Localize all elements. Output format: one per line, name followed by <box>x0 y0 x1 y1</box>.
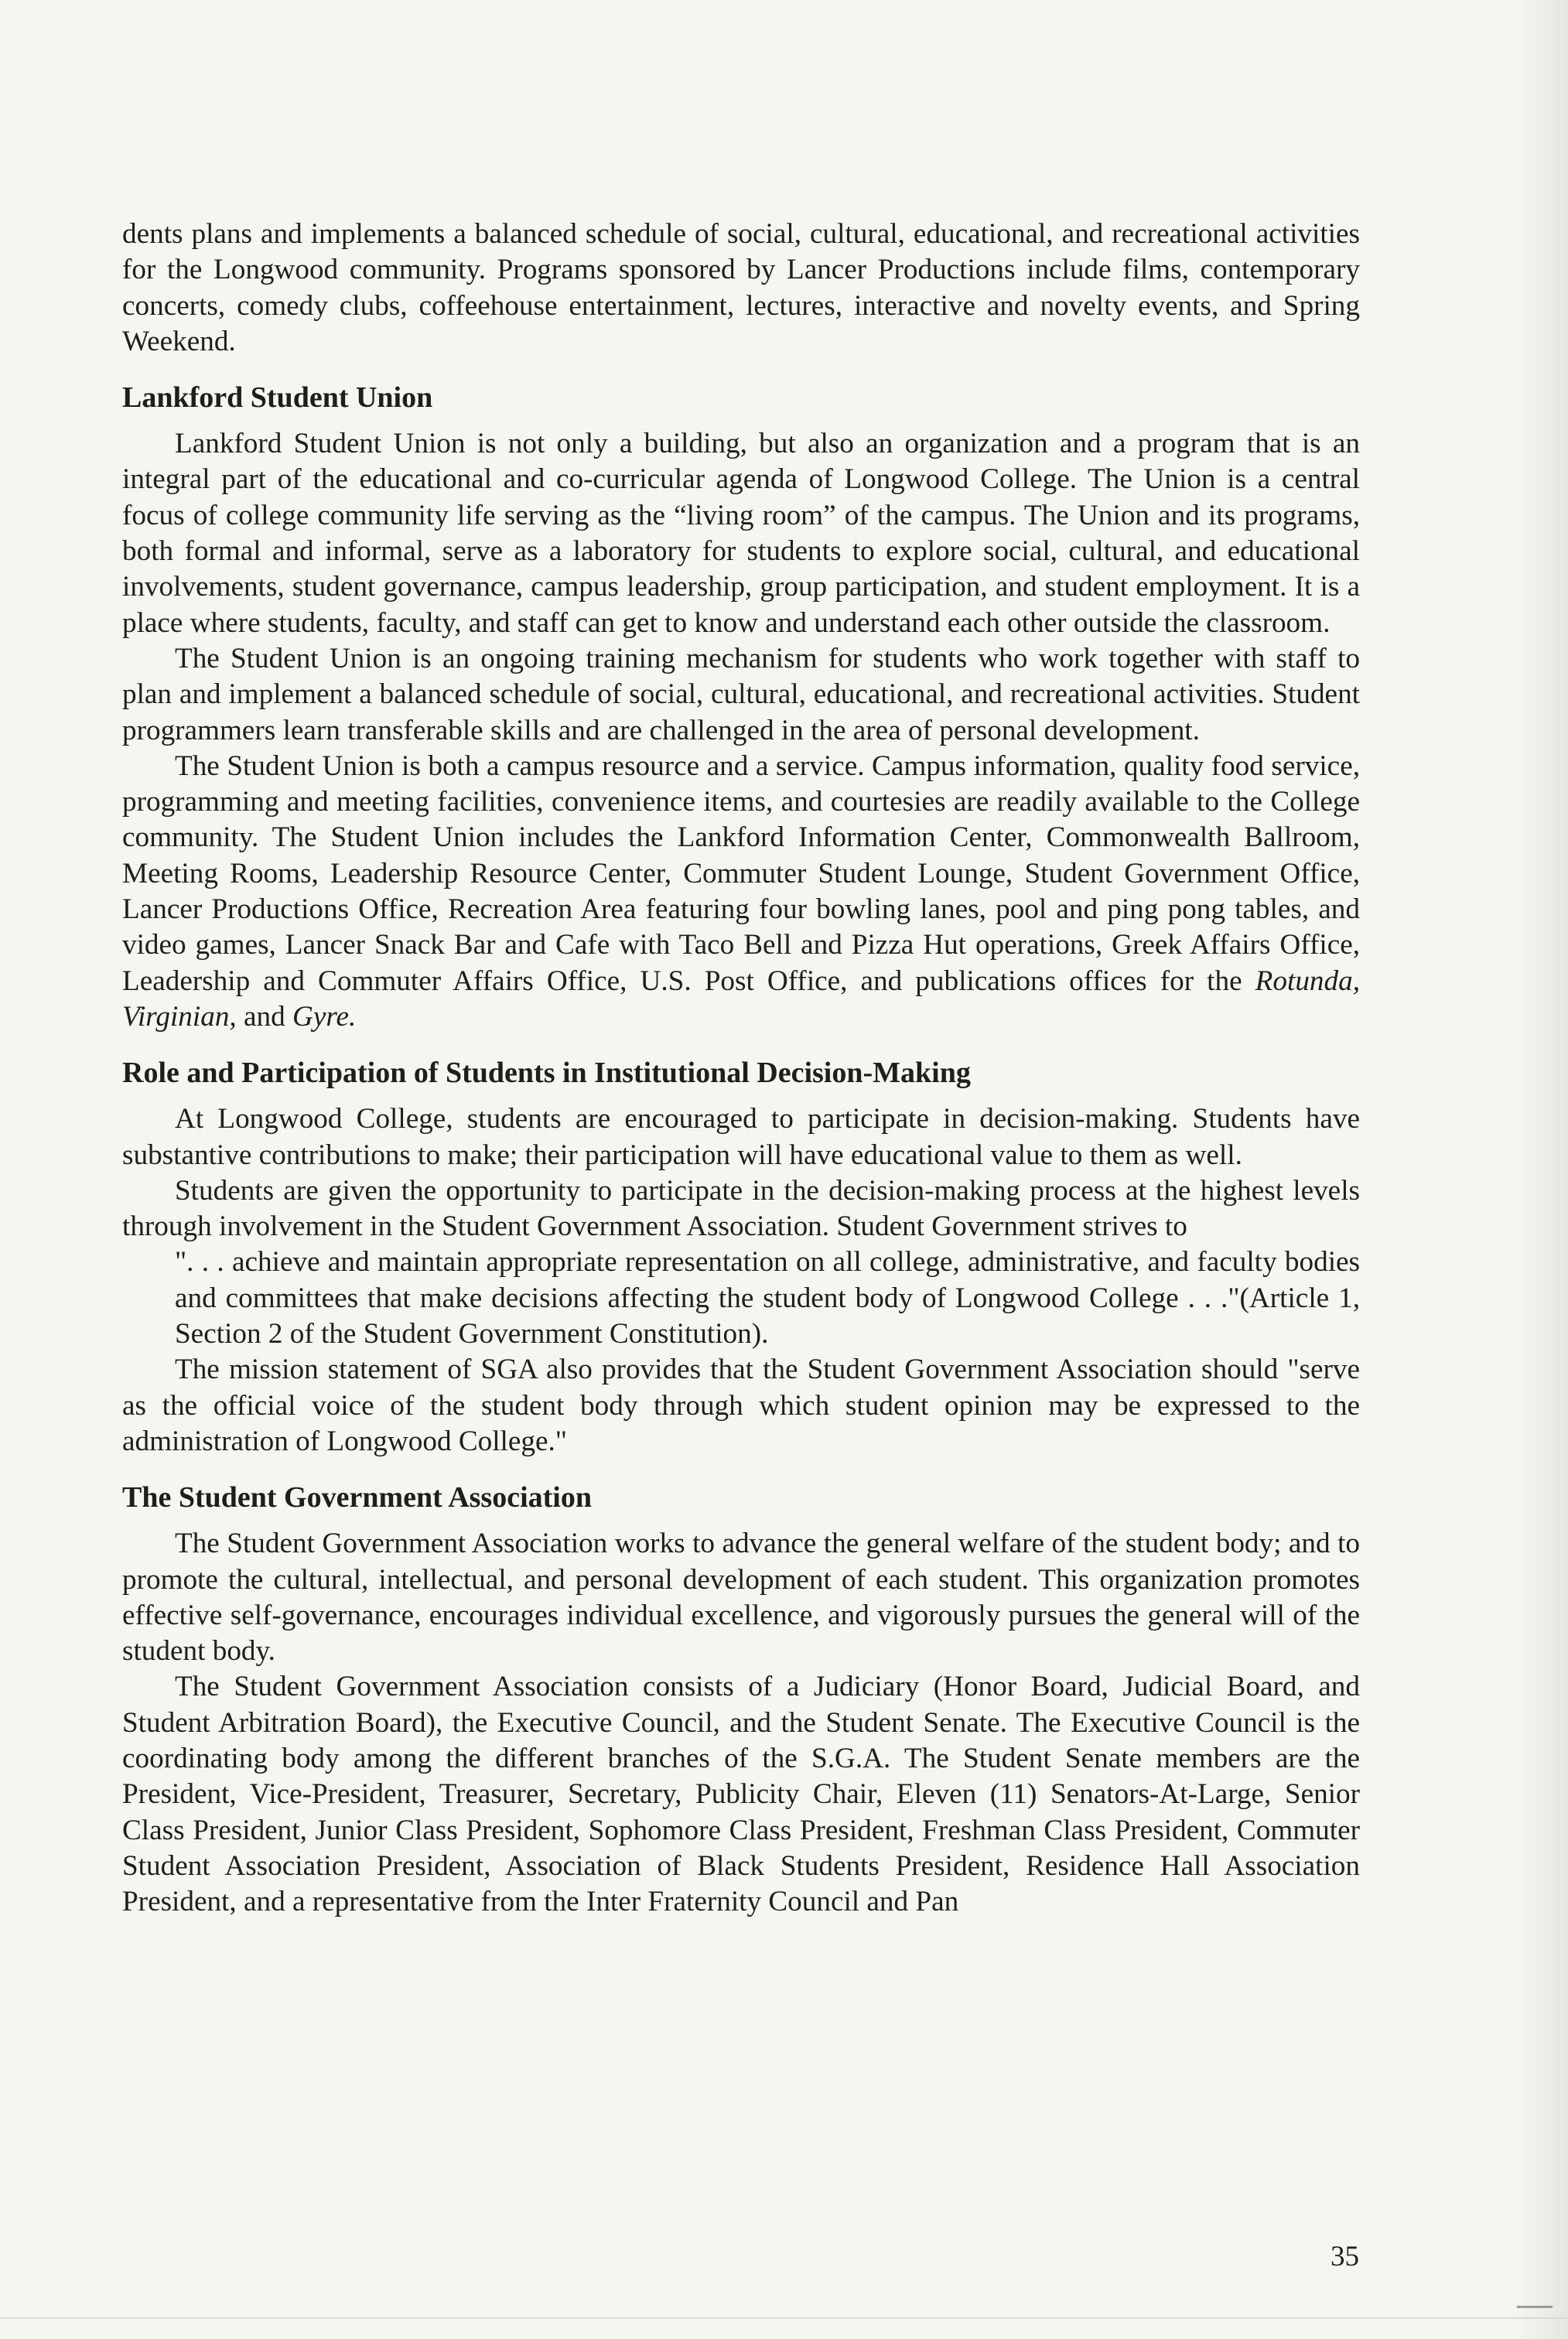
heading-student-government-association: The Student Government Association <box>122 1481 592 1514</box>
union-paragraph-3-text: The Student Union is both a campus resource and a service. Campus information, quality food service, programming and meeting facilities, convenience items, and courtesies are readily available to the College community. The Student Union includes the Lankford Information Center, Commonwealth Ballroom, Meeting Rooms, Leadership Resource Center, Commuter Student Lounge, Student Government Office, Lancer Productions Office, Recreation Area featuring four bowling lanes, pool and ping pong tables, and video games, Lancer Snack Bar and Cafe with Taco Bell and Pizza Hut operations, Greek Affairs Office, Leadership and Commuter Affairs Office, U.S. Post Office, and publications offices for the <box>122 750 1360 997</box>
union-paragraph-2: The Student Union is an ongoing training mechanism for students who work together with staff to plan and implement a balanced schedule of social, cultural, educational, and recreational activities. Student programmers learn transferable skills and are challenged in the area of personal development. <box>122 642 1360 746</box>
page-number: 35 <box>1331 2241 1359 2272</box>
intro-paragraph: dents plans and implements a balanced schedule of social, cultural, educational, and recreational activities for the Longwood community. Programs sponsored by Lancer Productions include films, contemporary concerts, comedy clubs, coffeehouse entertainment, lectures, interactive and novelty events, and Spring Weekend. <box>122 218 1360 357</box>
corner-rule-mark <box>1517 2306 1553 2308</box>
heading-role-and-participation: Role and Participation of Students in Institutional Decision-Making <box>122 1057 971 1090</box>
page-edge-shadow <box>1514 0 1568 2339</box>
publication-gyre: Gyre. <box>292 1000 357 1033</box>
union-paragraph-3 <box>122 749 1360 1035</box>
page-bottom-edge <box>0 2317 1568 2319</box>
role-paragraph-3: The mission statement of SGA also provides that the Student Government Association should "serve as the official voice of the student body through which student opinion may be expressed to the administration of Longwood College." <box>122 1354 1360 1457</box>
constitution-quote: ". . . achieve and maintain appropriate representation on all college, administrative, and faculty bodies and committees that make decisions affecting the student body of Longwood College . . ."(Article 1, Section 2 of the Student Government Constitution). <box>175 1246 1360 1350</box>
sga-paragraph-2: The Student Government Association consists of a Judiciary (Honor Board, Judicial Board, and Student Arbitration Board), the Executive Council, and the Student Senate. The Executive Council is the coordinating body among the different branches of the S.G.A. The Student Senate members are the President, Vice-President, Treasurer, Secretary, Publicity Chair, Eleven (11) Senators-At-Large, Senior Class President, Junior Class President, Sophomore Class President, Freshman Class President, Commuter Student Association President, Association of Black Students President, Residence Hall Association President, and a representative from the Inter Fraternity Council and Pan <box>122 1671 1360 1918</box>
publication-virginian: Virginian, <box>122 1000 237 1033</box>
heading-lankford-student-union: Lankford Student Union <box>122 381 433 415</box>
role-paragraph-1: At Longwood College, students are encouraged to participate in decision-making. Students have substantive contributions to make; their participation will have educational value to them as well. <box>122 1103 1360 1171</box>
sga-paragraph-1: The Student Government Association works to advance the general welfare of the student body; and to promote the cultural, intellectual, and personal development of each student. This organization promotes effective self-governance, encourages individual excellence, and vigorously pursues the general will of the student body. <box>122 1528 1360 1668</box>
publication-rotunda: Rotunda, <box>1255 965 1360 997</box>
conjunction: and <box>244 1000 285 1033</box>
role-paragraph-2: Students are given the opportunity to participate in the decision-making process at the highest levels through involvement in the Student Government Association. Student Government strives to <box>122 1174 1360 1243</box>
union-paragraph-1: Lankford Student Union is not only a building, but also an organization and a program that is an integral part of the educational and co-curricular agenda of Longwood College. The Union is a central focus of college community life serving as the “living room” of the campus. The Union and its programs, both formal and informal, serve as a laboratory for students to explore social, cultural, and educational involvements, student governance, campus leadership, group participation, and student employment. It is a place where students, faculty, and staff can get to know and understand each other outside the classroom. <box>122 428 1360 639</box>
page-body <box>122 217 1360 1920</box>
